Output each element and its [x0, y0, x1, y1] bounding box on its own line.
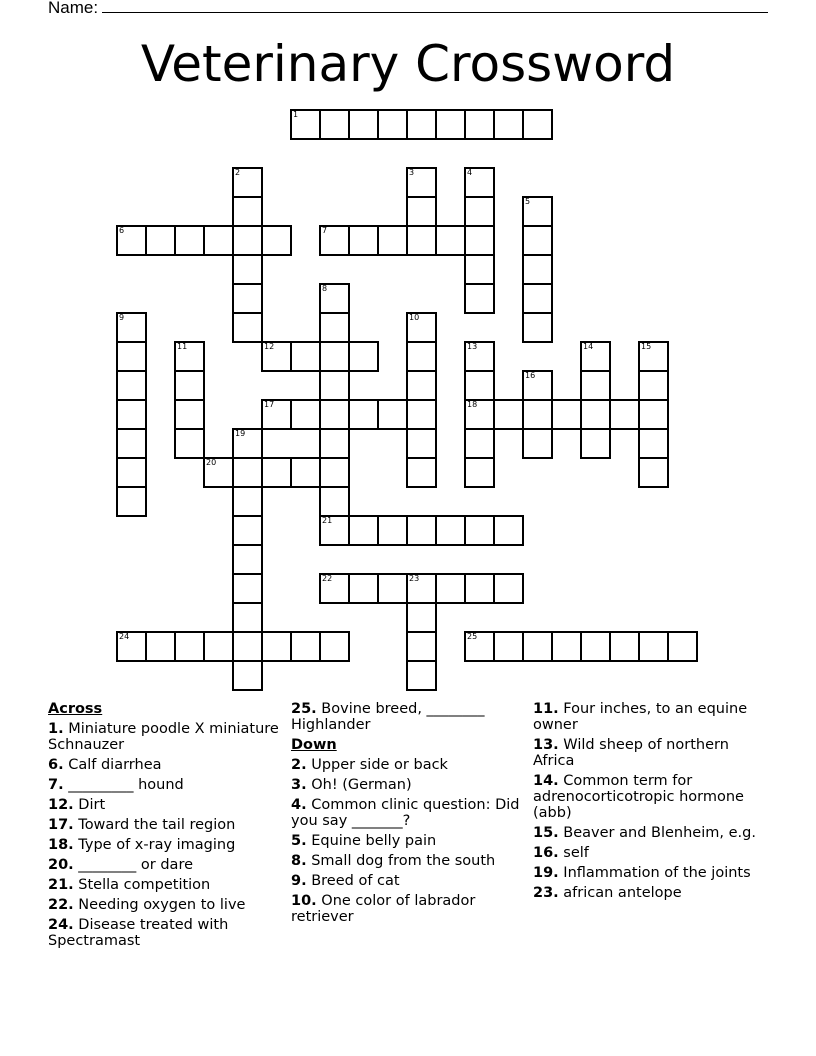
grid-cell[interactable] — [290, 399, 321, 430]
cell-number: 10 — [409, 313, 420, 322]
grid-cell[interactable] — [406, 515, 437, 546]
grid-cell[interactable] — [348, 341, 379, 372]
grid-cell[interactable] — [261, 631, 292, 662]
grid-cell[interactable] — [493, 399, 524, 430]
grid-cell[interactable] — [609, 399, 640, 430]
grid-cell[interactable] — [406, 341, 437, 372]
grid-cell[interactable] — [174, 341, 205, 372]
grid-cell[interactable] — [203, 225, 234, 256]
clue-down-9 — [291, 873, 526, 889]
grid-cell[interactable] — [319, 515, 350, 546]
grid-cell[interactable] — [522, 631, 553, 662]
clue-number: 15. — [533, 825, 559, 841]
grid-cell[interactable] — [609, 631, 640, 662]
clue-down-10 — [291, 893, 526, 925]
grid-cell[interactable] — [319, 341, 350, 372]
clue-text: One color of labrador retriever — [291, 893, 476, 925]
cell-number: 9 — [119, 313, 125, 322]
clue-number: 4. — [291, 797, 307, 813]
clue-text: self — [563, 845, 589, 861]
cell-number: 7 — [322, 226, 328, 235]
cell-number: 8 — [322, 284, 328, 293]
clues-column-3 — [533, 701, 773, 905]
grid-cell[interactable] — [319, 573, 350, 604]
cell-number: 23 — [409, 574, 420, 583]
cell-number: 1 — [293, 110, 299, 119]
grid-cell[interactable] — [232, 515, 263, 546]
grid-cell[interactable] — [145, 225, 176, 256]
name-label: Name: — [48, 0, 99, 17]
clue-down-13 — [533, 737, 773, 769]
clue-number: 3. — [291, 777, 307, 793]
grid-cell[interactable] — [232, 225, 263, 256]
clue-across-21 — [48, 877, 288, 893]
clues-column-2 — [291, 701, 526, 929]
grid-cell[interactable] — [522, 312, 553, 343]
grid-cell[interactable] — [464, 573, 495, 604]
cell-number: 18 — [467, 400, 478, 409]
grid-cell[interactable] — [261, 225, 292, 256]
grid-cell[interactable] — [290, 341, 321, 372]
page-title: Veterinary Crossword — [140, 35, 676, 93]
grid-cell[interactable] — [261, 457, 292, 488]
grid-cell[interactable] — [174, 225, 205, 256]
clue-number: 18. — [48, 837, 74, 853]
grid-cell[interactable] — [464, 196, 495, 227]
grid-cell[interactable] — [406, 631, 437, 662]
cell-number: 19 — [235, 429, 246, 438]
cell-number: 20 — [206, 458, 217, 467]
grid-cell[interactable] — [522, 428, 553, 459]
grid-cell[interactable] — [435, 515, 466, 546]
grid-cell[interactable] — [522, 399, 553, 430]
clue-across-6 — [48, 757, 288, 773]
grid-cell[interactable] — [232, 631, 263, 662]
grid-cell[interactable] — [174, 428, 205, 459]
clue-number: 21. — [48, 877, 74, 893]
clue-text: african antelope — [563, 885, 682, 901]
grid-cell[interactable] — [522, 225, 553, 256]
clue-down-23 — [533, 885, 773, 901]
grid-cell[interactable] — [435, 109, 466, 140]
grid-cell[interactable] — [116, 370, 147, 401]
grid-cell[interactable] — [261, 341, 292, 372]
grid-cell[interactable] — [290, 631, 321, 662]
cell-number: 5 — [525, 197, 531, 206]
grid-cell[interactable] — [493, 573, 524, 604]
grid-cell[interactable] — [290, 109, 321, 140]
grid-cell[interactable] — [377, 515, 408, 546]
grid-cell[interactable] — [319, 399, 350, 430]
grid-cell[interactable] — [377, 399, 408, 430]
clue-text: Stella competition — [78, 877, 211, 893]
grid-cell[interactable] — [522, 109, 553, 140]
grid-cell[interactable] — [464, 225, 495, 256]
clues-column-1 — [48, 701, 288, 953]
clue-number: 5. — [291, 833, 307, 849]
grid-cell[interactable] — [319, 631, 350, 662]
clue-number: 20. — [48, 857, 74, 873]
grid-cell[interactable] — [319, 225, 350, 256]
grid-cell[interactable] — [232, 428, 263, 459]
grid-cell[interactable] — [348, 573, 379, 604]
clue-down-4 — [291, 797, 526, 829]
grid-cell[interactable] — [406, 399, 437, 430]
grid-cell[interactable] — [319, 283, 350, 314]
grid-cell[interactable] — [348, 515, 379, 546]
grid-cell[interactable] — [377, 573, 408, 604]
clue-across-22 — [48, 897, 288, 913]
clue-number: 16. — [533, 845, 559, 861]
clue-text: Wild sheep of northern Africa — [533, 737, 729, 769]
cell-number: 3 — [409, 168, 415, 177]
clue-number: 11. — [533, 701, 559, 717]
grid-cell[interactable] — [493, 109, 524, 140]
clue-number: 1. — [48, 721, 64, 737]
grid-cell[interactable] — [261, 399, 292, 430]
clue-number: 19. — [533, 865, 559, 881]
grid-cell[interactable] — [522, 196, 553, 227]
grid-cell[interactable] — [203, 631, 234, 662]
grid-cell[interactable] — [522, 283, 553, 314]
grid-cell[interactable] — [406, 196, 437, 227]
grid-cell[interactable] — [464, 254, 495, 285]
cell-number: 6 — [119, 226, 125, 235]
cell-number: 15 — [641, 342, 652, 351]
grid-cell[interactable] — [464, 457, 495, 488]
clue-text: Beaver and Blenheim, e.g. — [563, 825, 756, 841]
cell-number: 4 — [467, 168, 473, 177]
clue-text: Miniature poodle X miniature Schnauzer — [48, 721, 279, 753]
clue-down-14 — [533, 773, 773, 821]
grid-cell[interactable] — [638, 457, 669, 488]
clue-text: Upper side or back — [311, 757, 448, 773]
clue-number: 23. — [533, 885, 559, 901]
grid-cell[interactable] — [203, 457, 234, 488]
clue-text: Inflammation of the joints — [563, 865, 751, 881]
grid-cell[interactable] — [406, 167, 437, 198]
grid-cell[interactable] — [232, 573, 263, 604]
clue-number: 7. — [48, 777, 64, 793]
grid-cell[interactable] — [377, 225, 408, 256]
grid-cell[interactable] — [638, 341, 669, 372]
grid-cell[interactable] — [464, 370, 495, 401]
grid-cell[interactable] — [551, 631, 582, 662]
grid-cell[interactable] — [580, 399, 611, 430]
grid-cell[interactable] — [551, 399, 582, 430]
grid-cell[interactable] — [377, 109, 408, 140]
grid-cell[interactable] — [580, 631, 611, 662]
cell-number: 12 — [264, 342, 275, 351]
clue-text: Type of x-ray imaging — [78, 837, 236, 853]
grid-cell[interactable] — [464, 109, 495, 140]
cell-number: 16 — [525, 371, 536, 380]
clue-number: 25. — [291, 701, 317, 717]
clue-text: Small dog from the south — [311, 853, 496, 869]
grid-cell[interactable] — [493, 631, 524, 662]
clue-across-7 — [48, 777, 288, 793]
clue-text: Equine belly pain — [311, 833, 437, 849]
clue-number: 2. — [291, 757, 307, 773]
grid-cell[interactable] — [464, 399, 495, 430]
clue-text: ________ or dare — [78, 857, 194, 873]
clue-number: 12. — [48, 797, 74, 813]
grid-cell[interactable] — [406, 109, 437, 140]
grid-cell[interactable] — [145, 631, 176, 662]
clue-text: Common clinic question: Did you say _______? — [291, 797, 520, 829]
grid-cell[interactable] — [116, 341, 147, 372]
grid-cell[interactable] — [667, 631, 698, 662]
clue-text: Common term for adrenocorticotropic hormone (abb) — [533, 773, 744, 821]
clue-across-12 — [48, 797, 288, 813]
grid-cell[interactable] — [406, 602, 437, 633]
cell-number: 14 — [583, 342, 594, 351]
grid-cell[interactable] — [116, 399, 147, 430]
clue-across-18 — [48, 837, 288, 853]
clue-number: 24. — [48, 917, 74, 933]
clue-across-1 — [48, 721, 288, 753]
clue-number: 13. — [533, 737, 559, 753]
grid-cell[interactable] — [435, 225, 466, 256]
clue-text: Toward the tail region — [78, 817, 236, 833]
cell-number: 24 — [119, 632, 130, 641]
grid-cell[interactable] — [406, 457, 437, 488]
grid-cell[interactable] — [319, 370, 350, 401]
grid-cell[interactable] — [522, 254, 553, 285]
clue-across-17 — [48, 817, 288, 833]
grid-cell[interactable] — [232, 167, 263, 198]
grid-cell[interactable] — [116, 457, 147, 488]
clue-text: Breed of cat — [311, 873, 400, 889]
clue-text: _________ hound — [68, 777, 184, 793]
clue-number: 8. — [291, 853, 307, 869]
grid-cell[interactable] — [319, 312, 350, 343]
cell-number: 2 — [235, 168, 241, 177]
cell-number: 25 — [467, 632, 478, 641]
cell-number: 17 — [264, 400, 275, 409]
grid-cell[interactable] — [319, 428, 350, 459]
grid-cell[interactable] — [406, 660, 437, 691]
clue-down-2 — [291, 757, 526, 773]
grid-cell[interactable] — [348, 109, 379, 140]
clue-down-15 — [533, 825, 773, 841]
clue-number: 22. — [48, 897, 74, 913]
clue-down-5 — [291, 833, 526, 849]
grid-cell[interactable] — [174, 370, 205, 401]
grid-cell[interactable] — [580, 370, 611, 401]
clue-number: 9. — [291, 873, 307, 889]
grid-cell[interactable] — [464, 515, 495, 546]
grid-cell[interactable] — [232, 602, 263, 633]
grid-cell[interactable] — [232, 660, 263, 691]
grid-cell[interactable] — [638, 428, 669, 459]
clue-down-11 — [533, 701, 773, 733]
grid-cell[interactable] — [174, 399, 205, 430]
grid-cell[interactable] — [116, 428, 147, 459]
grid-cell[interactable] — [174, 631, 205, 662]
grid-cell[interactable] — [348, 399, 379, 430]
down-header: Down — [291, 737, 337, 753]
cell-number: 13 — [467, 342, 478, 351]
grid-cell[interactable] — [638, 370, 669, 401]
clue-down-19 — [533, 865, 773, 881]
grid-cell[interactable] — [319, 457, 350, 488]
clue-across-25 — [291, 701, 526, 733]
clue-number: 14. — [533, 773, 559, 789]
grid-cell[interactable] — [406, 370, 437, 401]
grid-cell[interactable] — [232, 312, 263, 343]
cell-number: 11 — [177, 342, 188, 351]
clue-text: Disease treated with Spectramast — [48, 917, 229, 949]
clue-across-24 — [48, 917, 288, 949]
grid-cell[interactable] — [116, 312, 147, 343]
clue-text: Bovine breed, ________ Highlander — [291, 701, 485, 733]
grid-cell[interactable] — [406, 428, 437, 459]
clue-number: 17. — [48, 817, 74, 833]
clue-text: Four inches, to an equine owner — [533, 701, 748, 733]
clue-text: Oh! (German) — [311, 777, 412, 793]
clue-down-3 — [291, 777, 526, 793]
across-header: Across — [48, 701, 103, 717]
grid-cell[interactable] — [232, 486, 263, 517]
clue-number: 10. — [291, 893, 317, 909]
grid-cell[interactable] — [580, 341, 611, 372]
grid-cell[interactable] — [638, 631, 669, 662]
grid-cell[interactable] — [464, 428, 495, 459]
grid-cell[interactable] — [406, 225, 437, 256]
grid-cell[interactable] — [116, 486, 147, 517]
grid-cell[interactable] — [232, 457, 263, 488]
grid-cell[interactable] — [638, 399, 669, 430]
clue-across-20 — [48, 857, 288, 873]
grid-cell[interactable] — [319, 486, 350, 517]
grid-cell[interactable] — [232, 254, 263, 285]
grid-cell[interactable] — [435, 573, 466, 604]
clue-text: Needing oxygen to live — [78, 897, 246, 913]
grid-cell[interactable] — [232, 196, 263, 227]
grid-cell[interactable] — [464, 341, 495, 372]
clue-number: 6. — [48, 757, 64, 773]
grid-cell[interactable] — [290, 457, 321, 488]
clue-text: Calf diarrhea — [68, 757, 162, 773]
clue-down-16 — [533, 845, 773, 861]
grid-cell[interactable] — [319, 109, 350, 140]
grid-cell[interactable] — [348, 225, 379, 256]
grid-cell[interactable] — [232, 544, 263, 575]
cell-number: 22 — [322, 574, 333, 583]
grid-cell[interactable] — [116, 631, 147, 662]
clue-text: Dirt — [78, 797, 106, 813]
grid-cell[interactable] — [522, 370, 553, 401]
grid-cell[interactable] — [580, 428, 611, 459]
grid-cell[interactable] — [116, 225, 147, 256]
grid-cell[interactable] — [464, 283, 495, 314]
grid-cell[interactable] — [493, 515, 524, 546]
grid-cell[interactable] — [232, 283, 263, 314]
grid-cell[interactable] — [406, 573, 437, 604]
grid-cell[interactable] — [464, 167, 495, 198]
grid-cell[interactable] — [464, 631, 495, 662]
clue-down-8 — [291, 853, 526, 869]
grid-cell[interactable] — [406, 312, 437, 343]
cell-number: 21 — [322, 516, 333, 525]
